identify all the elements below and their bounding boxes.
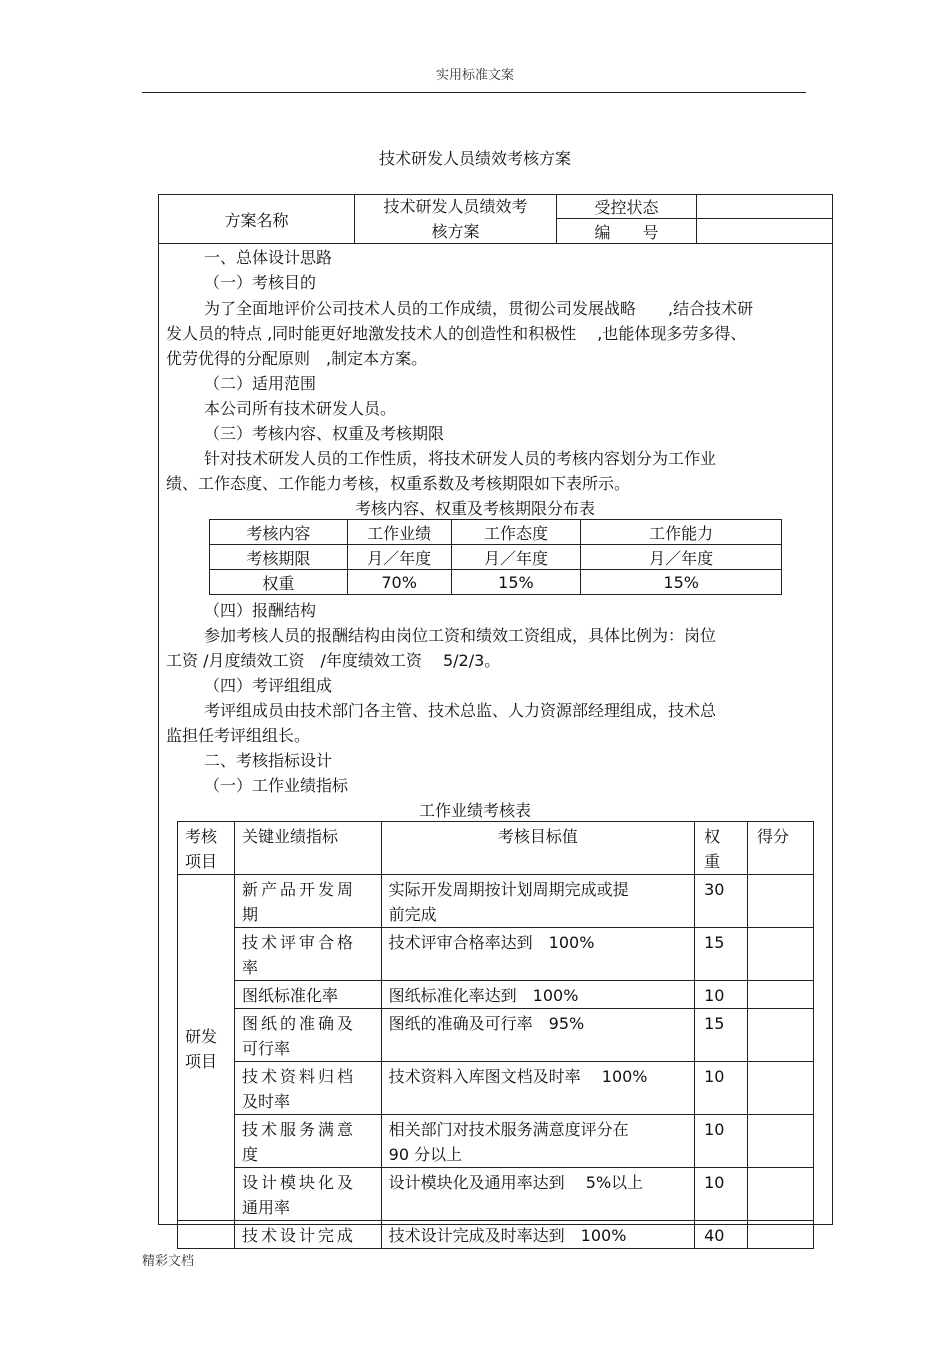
group-cell — [178, 1221, 235, 1249]
header-weight: 权 重 — [695, 822, 748, 875]
purpose-paragraph-line3: 优劳优得的分配原则 ,制定本方案。 — [166, 349, 428, 368]
target-cell: 技术资料入库图文档及时率 100% — [381, 1062, 694, 1115]
weight-cell: 10 — [695, 1168, 748, 1221]
weight-cell: 40 — [695, 1221, 748, 1249]
table-row — [178, 875, 814, 928]
subsection-purpose: （一）考核目的 — [204, 273, 317, 292]
target-cell: 技术设计完成及时率达到 100% — [381, 1221, 694, 1249]
kpi-cell: 技术资料归档 及时率 — [234, 1062, 381, 1115]
table-cell: 工作业绩 — [347, 520, 451, 545]
weight-cell: 15 — [695, 1009, 748, 1062]
target-cell: 相关部门对技术服务满意度评分在 90 分以上 — [381, 1115, 694, 1168]
table-row — [178, 1115, 814, 1168]
target-cell: 图纸的准确及可行率 95% — [381, 1009, 694, 1062]
kpi-cell: 技术服务满意 度 — [234, 1115, 381, 1168]
table-cell: 70% — [347, 570, 451, 595]
table2-caption: 工作业绩考核表 — [418, 801, 531, 820]
table-row — [178, 1009, 814, 1062]
page-footer: 精彩文档 — [142, 1254, 195, 1269]
header-kpi: 关键业绩指标 — [234, 822, 381, 875]
plan-name-value-line2: 核方案 — [431, 222, 480, 241]
plan-name-value — [355, 195, 557, 244]
kpi-cell: 图纸标准化率 — [234, 981, 381, 1009]
score-cell — [748, 981, 814, 1009]
control-status-value — [697, 195, 832, 219]
table-row — [178, 1168, 814, 1221]
table-row — [210, 570, 782, 595]
control-status-label: 受控状态 — [557, 195, 697, 219]
header-score: 得分 — [748, 822, 814, 875]
kpi-cell: 新产品开发周 期 — [234, 875, 381, 928]
content-paragraph-line1: 针对技术研发人员的工作性质，将技术研发人员的考核内容划分为工作业 — [204, 449, 717, 468]
kpi-cell: 设计模块化及 通用率 — [234, 1168, 381, 1221]
score-cell — [748, 1009, 814, 1062]
panel-paragraph-line1: 考评组成员由技术部门各主管、技术总监、人力资源部经理组成，技术总 — [204, 701, 717, 720]
score-cell — [748, 928, 814, 981]
table-cell: 月／年度 — [347, 545, 451, 570]
header-item: 考核 项目 — [178, 822, 235, 875]
score-cell — [748, 875, 814, 928]
performance-table — [177, 821, 814, 1249]
subsection-performance: （一）工作业绩指标 — [204, 776, 349, 795]
weight-cell: 10 — [695, 1115, 748, 1168]
table-header-row — [178, 822, 814, 875]
pay-paragraph-line2: 工资 /月度绩效工资 /年度绩效工资 5/2/3。 — [166, 651, 501, 670]
table-cell: 工作能力 — [581, 520, 782, 545]
kpi-cell: 技术评审合格 率 — [234, 928, 381, 981]
scope-paragraph: 本公司所有技术研发人员。 — [204, 399, 397, 418]
pay-paragraph-line1: 参加考核人员的报酬结构由岗位工资和绩效工资组成，具体比例为：岗位 — [204, 626, 717, 645]
kpi-cell: 技术设计完成 — [234, 1221, 381, 1249]
content-paragraph-line2: 绩、工作态度、工作能力考核，权重系数及考核期限如下表所示。 — [166, 474, 631, 493]
target-cell: 实际开发周期按计划周期完成或提 前完成 — [381, 875, 694, 928]
table-row — [178, 928, 814, 981]
subsection-panel: （四）考评组组成 — [204, 676, 333, 695]
group-rd: 研发 项目 — [178, 875, 235, 1221]
weight-cell: 15 — [695, 928, 748, 981]
subsection-content: （三）考核内容、权重及考核期限 — [204, 424, 445, 443]
table-cell: 考核期限 — [210, 545, 348, 570]
weight-cell: 10 — [695, 981, 748, 1009]
score-cell — [748, 1221, 814, 1249]
target-cell: 图纸标准化率达到 100% — [381, 981, 694, 1009]
table-row — [178, 1221, 814, 1249]
panel-paragraph-line2: 监担任考评组组长。 — [166, 726, 311, 745]
table-row — [178, 1062, 814, 1115]
plan-name-value-line1: 技术研发人员绩效考 — [383, 197, 528, 216]
table-cell: 15% — [451, 570, 581, 595]
table-cell: 考核内容 — [210, 520, 348, 545]
score-cell — [748, 1168, 814, 1221]
target-cell: 技术评审合格率达到 100% — [381, 928, 694, 981]
weight-cell: 10 — [695, 1062, 748, 1115]
table-cell: 工作态度 — [451, 520, 581, 545]
purpose-paragraph-line1: 为了全面地评价公司技术人员的工作成绩，贯彻公司发展战略 ,结合技术研 — [204, 299, 754, 318]
score-cell — [748, 1062, 814, 1115]
header-target: 考核目标值 — [381, 822, 694, 875]
number-label: 编 号 — [557, 219, 697, 244]
table-cell: 月／年度 — [581, 545, 782, 570]
subsection-pay-structure: （四）报酬结构 — [204, 601, 317, 620]
table-cell: 15% — [581, 570, 782, 595]
table-row — [210, 520, 782, 545]
kpi-cell: 图纸的准确及 可行率 — [234, 1009, 381, 1062]
table-row — [178, 981, 814, 1009]
weight-cell: 30 — [695, 875, 748, 928]
table-cell: 权重 — [210, 570, 348, 595]
plan-name-label: 方案名称 — [159, 195, 355, 244]
table-row — [210, 545, 782, 570]
page-header: 实用标准文案 — [435, 68, 514, 83]
number-value — [697, 219, 832, 244]
subsection-scope: （二）适用范围 — [204, 374, 317, 393]
table1-caption: 考核内容、权重及考核期限分布表 — [354, 499, 595, 518]
purpose-paragraph-line2: 发人员的特点 ,同时能更好地激发技术人的创造性和积极性 ,也能体现多劳多得、 — [166, 324, 747, 343]
weight-period-table — [209, 519, 782, 595]
table-cell: 月／年度 — [451, 545, 581, 570]
score-cell — [748, 1115, 814, 1168]
document-title: 技术研发人员绩效考核方案 — [378, 149, 571, 168]
header-rule — [142, 92, 806, 93]
section-heading-2: 二、考核指标设计 — [204, 751, 333, 770]
section-heading-1: 一、总体设计思路 — [204, 248, 333, 267]
target-cell: 设计模块化及通用率达到 5%以上 — [381, 1168, 694, 1221]
